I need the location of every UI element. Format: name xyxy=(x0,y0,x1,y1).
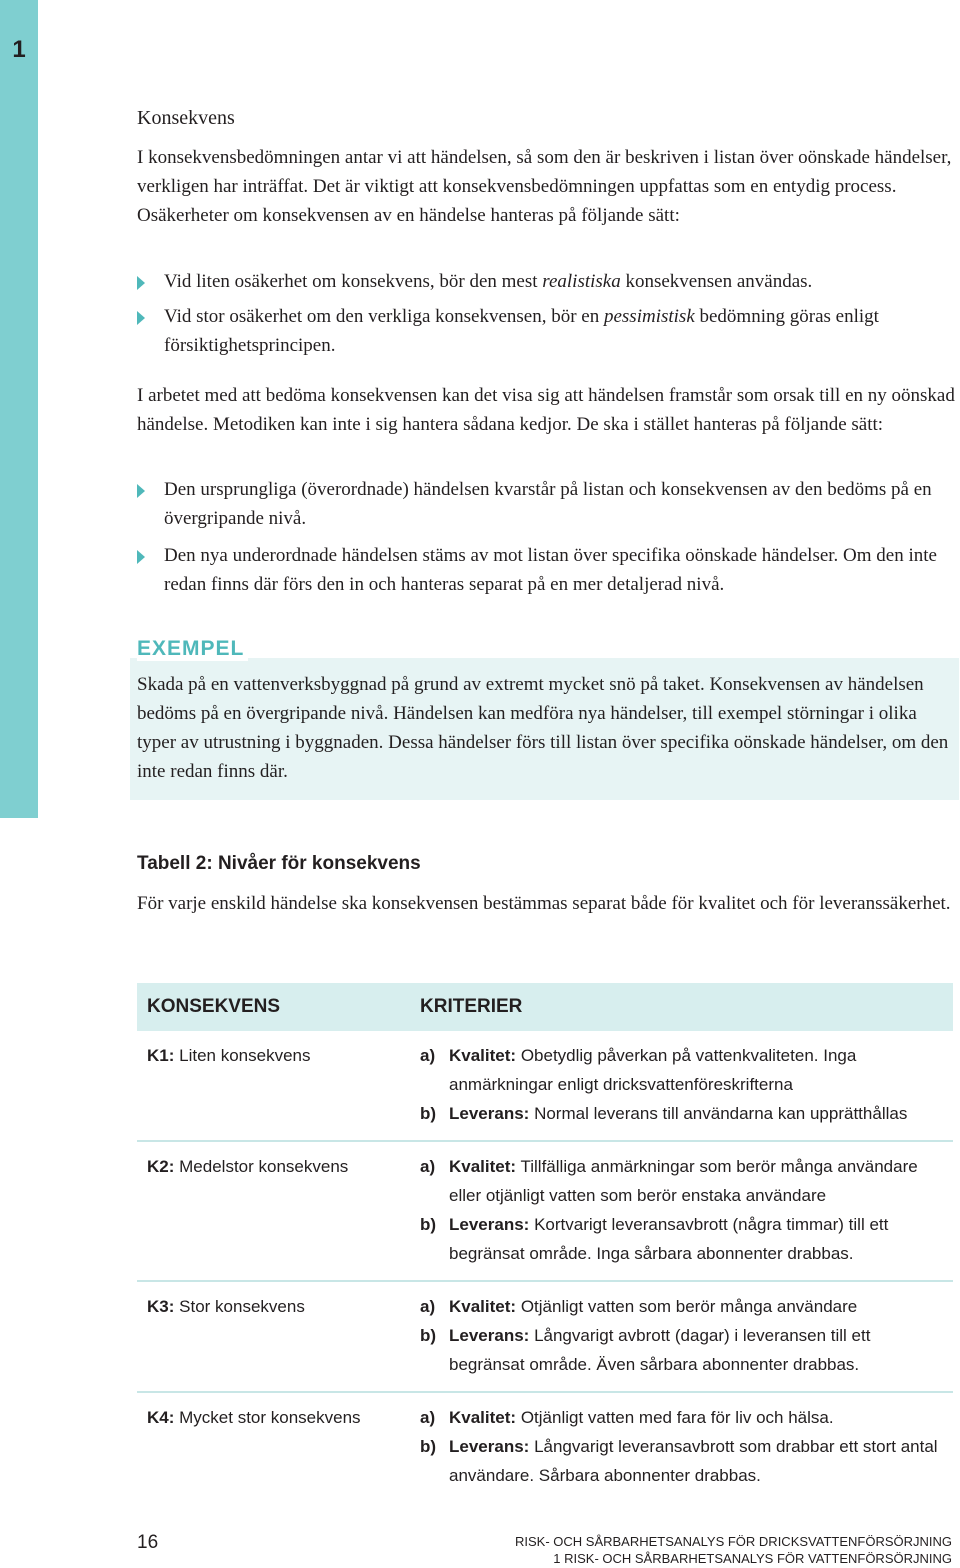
list-item: Den nya underordnade händelsen stäms av mot listan över specifika oönskade händelser. Om den inte redan finns där förs den in och hanteras separat på en mer detaljerad nivå. xyxy=(137,541,955,599)
example-title: EXEMPEL xyxy=(137,637,248,661)
level-cell: K2: Medelstor konsekvens xyxy=(137,1141,410,1281)
level-cell: K4: Mycket stor konsekvens xyxy=(137,1392,410,1502)
header-kriterier: KRITERIER xyxy=(410,983,953,1031)
bullet-list-2 xyxy=(137,475,955,599)
bullet-icon xyxy=(137,311,145,325)
criteria-cell: a) Kvalitet: Tillfälliga anmärkningar som berör många användare eller otjänligt vatten som berör enstaka användare b) Leverans: Kortvarigt leveransavbrott (några timmar) till ett begränsat område. Inga sårbara abonnenter drabbas. xyxy=(410,1141,953,1281)
section-intro: I konsekvensbedömningen antar vi att händelsen, så som den är beskriven i listan över oönskade händelser, verkligen har inträffat. Det är viktigt att konsekvensbedömningen uppfattas som en entydig process. Osäkerheter om konsekvensen av en händelse hanteras på följande sätt: xyxy=(137,147,952,226)
criteria-cell: a) Kvalitet: Otjänligt vatten med fara för liv och hälsa. b) Leverans: Långvarigt leveransavbrott som drabbar ett stort antal användare. Sårbara abonnenter drabbas. xyxy=(410,1392,953,1502)
bullet-icon xyxy=(137,276,145,290)
criteria-cell: a) Kvalitet: Obetydlig påverkan på vattenkvaliteten. Inga anmärkningar enligt dricksvattenföreskrifterna b) Leverans: Normal leverans till användarna kan upprätthållas xyxy=(420,1046,908,1123)
footer-line-1: RISK- OCH SÅRBARHETSANALYS FÖR DRICKSVATTENFÖRSÖRJNING xyxy=(515,1534,952,1549)
table-header-row xyxy=(137,983,953,1031)
running-footer xyxy=(515,1533,952,1567)
example-text: Skada på en vattenverksbyggnad på grund av extremt mycket snö på taket. Konsekvensen av händelsen bedöms på en övergripande nivå. Händelsen kan medföra nya händelser, till exempel störningar i olika typer av utrustning i byggnaden. Dessa händelser förs till listan över specifika oönskade händelser, om den inte redan finns där. xyxy=(137,674,949,782)
table-intro: För varje enskild händelse ska konsekvensen bestämmas separat både för kvalitet och för leveranssäkerhet. xyxy=(137,893,951,914)
list-item: Den ursprungliga (överordnade) händelsen kvarstår på listan och konsekvensen av den bedöms på en övergripande nivå. xyxy=(137,475,955,533)
criteria-cell: a) Kvalitet: Otjänligt vatten som berör många användare b) Leverans: Långvarigt avbrott (dagar) i leveransen till ett begränsat område. Även sårbara abonnenter drabbas. xyxy=(410,1281,953,1392)
level-cell: K1: Liten konsekvens xyxy=(147,1046,311,1065)
list-item: Vid stor osäkerhet om den verkliga konsekvensen, bör en pessimistisk bedömning göras enligt försiktighetsprincipen. xyxy=(137,302,955,360)
table-intro-block xyxy=(137,889,955,918)
table-row xyxy=(137,1141,953,1281)
header-konsekvens: KONSEKVENS xyxy=(137,983,410,1031)
chapter-sidebar xyxy=(0,0,38,818)
bullet-icon xyxy=(137,484,145,498)
chapter-number: 1 xyxy=(12,36,26,63)
table-row xyxy=(137,1031,953,1141)
table-row xyxy=(137,1392,953,1502)
paragraph-2: I arbetet med att bedöma konsekvensen kan det visa sig att händelsen framstår som orsak till en ny oönskad händelse. Metodiken kan inte i sig hantera sådana kedjor. De ska i stället hanteras på följande sätt: xyxy=(137,385,955,435)
example-text-block xyxy=(137,670,952,786)
bullet-icon xyxy=(137,550,145,564)
table-title: Tabell 2: Nivåer för konsekvens xyxy=(137,853,421,874)
consequence-table xyxy=(137,983,953,1502)
level-cell: K3: Stor konsekvens xyxy=(137,1281,410,1392)
list-item: Vid liten osäkerhet om konsekvens, bör den mest realistiska konsekvensen användas. xyxy=(137,267,955,296)
section-intro-block xyxy=(137,143,955,230)
paragraph-2-block xyxy=(137,381,955,439)
section-heading: Konsekvens xyxy=(137,107,235,129)
page-number: 16 xyxy=(137,1532,159,1553)
footer-line-2: 1 RISK- OCH SÅRBARHETSANALYS FÖR VATTENFÖRSÖRJNING xyxy=(553,1551,952,1566)
table-row xyxy=(137,1281,953,1392)
bullet-list-1 xyxy=(137,267,955,360)
